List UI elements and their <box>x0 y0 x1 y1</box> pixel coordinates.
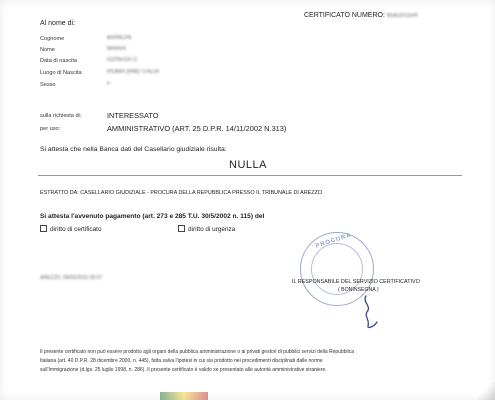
stamp-text: PROCURA <box>314 232 353 250</box>
signature-role: IL RESPONSABILE DEL SERVIZIO CERTIFICATIVO <box>292 279 420 285</box>
sex-value: F <box>107 81 111 87</box>
urgency-fee-label: diritto di urgenza <box>188 226 236 233</box>
certificate-fee-label: diritto di certificato <box>50 226 102 233</box>
place-date: AREZZO, 05/03/2015 09:37 <box>40 275 102 281</box>
notice-line-3: sull'Immigrazione (d.lgs. 25 luglio 1998, n. 286). Il presente certificato è valido se presentato alle autorità amministrative straniere. <box>40 367 327 373</box>
birthplace-value: ROMA (RM) ITALIA <box>107 69 160 75</box>
certificate-number-label: CERTIFICATO NUMERO: <box>304 12 385 19</box>
name-value: MARIA <box>107 46 127 52</box>
purpose-value: AMMINISTRATIVO (ART. 25 D.P.R. 14/11/2002 N.313) <box>107 124 287 133</box>
purpose-label: per uso: <box>40 126 61 132</box>
payment-statement: Si attesta l'avvenuto pagamento (art. 273 e 285 T.U. 30/5/2002 n. 115) del <box>40 213 265 220</box>
birthplace-label: Luogo di Nascita <box>40 70 82 76</box>
notice-line-1: Il presente certificato non può essere prodotto agli organi della pubblica amministrazione o ai privati gestori di pubblici servizi della Repubblica <box>40 349 355 355</box>
result-statement: Si attesta che nella Banca dati del Casellario giudiziale risulta: <box>40 146 227 153</box>
birthdate-value: 02/05/1972 <box>107 57 138 63</box>
extract-text: ESTRATTO DA: CASELLARIO GIUDIZIALE - PROCURA DELLA REPUBBLICA PRESSO IL TRIBUNALE DI AREZZO <box>40 190 322 196</box>
sex-label: Sesso <box>40 82 56 88</box>
requested-by-value: INTERESSATO <box>107 111 159 120</box>
signature-name: ( BONINSEGNA ) <box>338 287 379 293</box>
name-label: Nome <box>40 47 55 53</box>
surname-label: Cognome <box>40 36 65 42</box>
requested-by-label: sulla richiesta di: <box>40 113 82 119</box>
person-section-title: Al nome di: <box>40 20 76 27</box>
surname-value: BIANCHI <box>107 35 132 41</box>
birthdate-label: Data di nascita <box>40 58 78 64</box>
notice-line-2: Italiana (art. 40 D.P.R. 28 dicembre 2000, n. 445), fatta salva l'ipotesi in cui sia prodotto nei procedimenti disciplinati dalle norme <box>40 358 323 364</box>
certificate-number-value: 654/2015/R <box>386 13 418 19</box>
result-value: NULLA <box>229 159 267 171</box>
